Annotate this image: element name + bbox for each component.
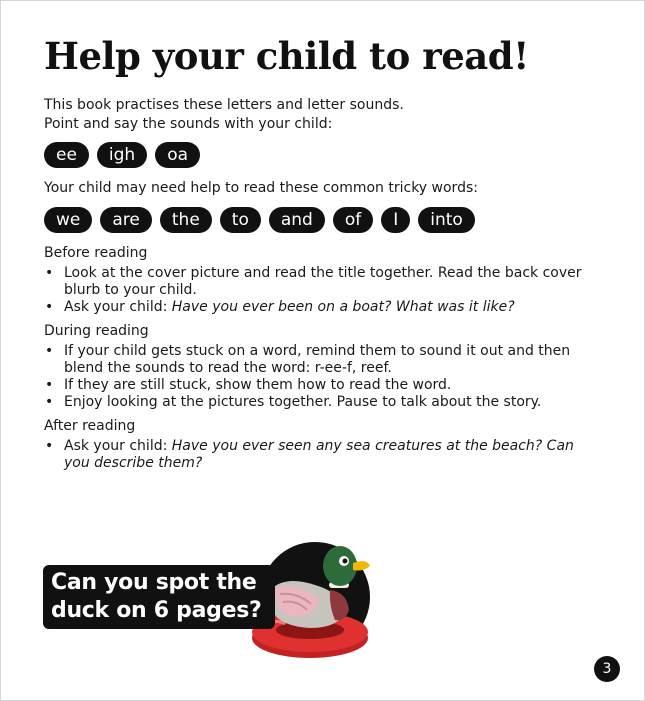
letter-sound-pill: oa [155, 142, 200, 168]
list-item [44, 438, 584, 472]
callout-line-1: Can you spot the [51, 570, 257, 595]
tricky-word-pill: of [333, 207, 373, 233]
page-number-badge: 3 [594, 656, 620, 682]
tricky-word-pill: the [160, 207, 212, 233]
intro-line-2: Point and say the sounds with your child: [44, 116, 333, 132]
before-reading-heading: Before reading [44, 245, 148, 261]
tricky-words-row [44, 207, 475, 233]
list-item: • If they are still stuck, show them how to read the word. [44, 377, 584, 394]
question-text: Have you ever been on a boat? What was it like? [171, 299, 515, 315]
intro-text [44, 96, 404, 134]
page-title: Help your child to read! [44, 34, 529, 78]
tricky-word-pill: are [100, 207, 152, 233]
tricky-word-pill: to [220, 207, 261, 233]
tricky-word-pill: we [44, 207, 92, 233]
reading-notes [44, 245, 584, 479]
letter-sound-pill: igh [97, 142, 147, 168]
intro-line-1: This book practises these letters and letter sounds. [44, 97, 404, 113]
duck-challenge [0, 500, 645, 701]
callout-line-2: duck on 6 pages? [51, 598, 262, 623]
letter-sound-pill: ee [44, 142, 89, 168]
question-text: Have you ever seen any sea creatures at the beach? Can you describe them? [64, 438, 574, 471]
list-item: • Enjoy looking at the pictures together. Pause to talk about the story. [44, 394, 584, 411]
list-item: • If your child gets stuck on a word, remind them to sound it out and then blend the sounds to read the word: r-ee-f, reef. [44, 343, 584, 377]
question-prefix: Ask your child: [64, 299, 172, 315]
tricky-words-label: Your child may need help to read these common tricky words: [44, 180, 478, 196]
duck-callout-text [51, 569, 261, 625]
during-reading-section [44, 323, 584, 411]
before-reading-section [44, 245, 584, 316]
list-item: • Look at the cover picture and read the title together. Read the back cover blurb to your child. [44, 265, 584, 299]
question-prefix: Ask your child: [64, 438, 172, 454]
after-reading-section [44, 418, 584, 472]
tricky-word-pill: I [381, 207, 410, 233]
duck-callout-box [43, 565, 275, 629]
during-reading-heading: During reading [44, 323, 149, 339]
after-reading-heading: After reading [44, 418, 136, 434]
tricky-word-pill: into [418, 207, 475, 233]
list-item [44, 299, 584, 316]
letter-sounds-row [44, 142, 200, 168]
tricky-word-pill: and [269, 207, 325, 233]
